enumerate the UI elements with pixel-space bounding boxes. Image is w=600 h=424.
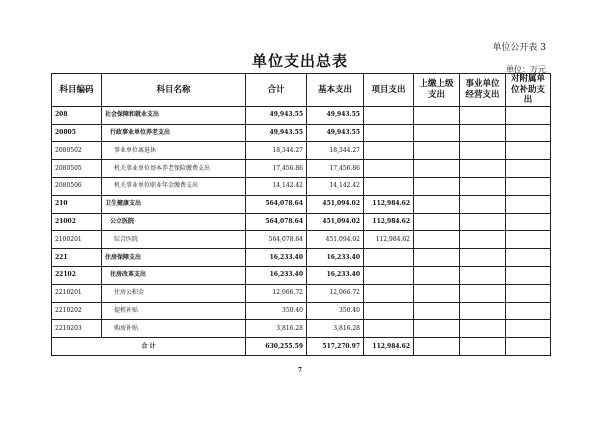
cell-code: 2210202 [52,302,102,320]
cell-remit-superior [414,231,460,249]
cell-code: 22102 [52,267,102,285]
cell-name: 住房公积金 [102,284,246,302]
table-row [52,160,551,178]
cell-remit-superior [414,160,460,178]
cell-total: 3,816.28 [246,320,307,338]
cell-name: 事业单位离退休 [102,142,246,160]
header-total: 合计 [246,74,307,107]
cell-name: 住房改革支出 [102,267,246,285]
table-row [52,142,551,160]
cell-subsidiary-subsidy [506,320,551,338]
cell-name: 行政事业单位养老支出 [102,124,246,142]
cell-remit-superior [414,284,460,302]
cell-business-operation [460,320,506,338]
total-project: 112,984.62 [364,338,414,356]
cell-code: 208 [52,106,102,124]
cell-code: 21002 [52,213,102,231]
cell-total: 12,066.72 [246,284,307,302]
cell-subsidiary-subsidy [506,142,551,160]
cell-code: 210 [52,195,102,213]
header-code: 科目编码 [52,74,102,107]
cell-project [364,142,414,160]
cell-name: 公立医院 [102,213,246,231]
cell-subsidiary-subsidy [506,267,551,285]
cell-code: 2210201 [52,284,102,302]
page-label: 单位公开表 3 [492,43,546,53]
cell-remit-superior [414,302,460,320]
header-remit-superior: 上缴上级支出 [414,74,460,107]
cell-code: 2080505 [52,160,102,178]
table-row [52,124,551,142]
cell-total: 49,943.55 [246,124,307,142]
cell-basic: 16,233.40 [307,267,364,285]
cell-name: 机关事业单位基本养老保险缴费支出 [102,160,246,178]
cell-remit-superior [414,320,460,338]
cell-business-operation [460,160,506,178]
cell-total: 350.40 [246,302,307,320]
cell-business-operation [460,195,506,213]
cell-name: 购房补贴 [102,320,246,338]
cell-project [364,124,414,142]
cell-project [364,284,414,302]
cell-subsidiary-subsidy [506,284,551,302]
expenditure-table [51,73,551,356]
cell-business-operation [460,231,506,249]
cell-project [364,249,414,267]
table-header-row [52,74,551,107]
cell-subsidiary-subsidy [506,249,551,267]
cell-code: 2080506 [52,178,102,196]
cell-business-operation [460,142,506,160]
cell-subsidiary-subsidy [506,160,551,178]
cell-code: 221 [52,249,102,267]
cell-project [364,106,414,124]
header-basic: 基本支出 [307,74,364,107]
cell-business-operation [460,213,506,231]
table-row [52,195,551,213]
cell-remit-superior [414,267,460,285]
unit-label: 单位：万元 [506,65,546,74]
cell-project [364,160,414,178]
cell-business-operation [460,284,506,302]
table-row [52,249,551,267]
cell-business-operation [460,267,506,285]
cell-subsidiary-subsidy [506,124,551,142]
cell-basic: 49,943.55 [307,124,364,142]
table-row [52,213,551,231]
cell-basic: 18,344.27 [307,142,364,160]
cell-subsidiary-subsidy [506,231,551,249]
cell-remit-superior [414,213,460,231]
cell-basic: 14,142.42 [307,178,364,196]
cell-name: 住房保障支出 [102,249,246,267]
cell-name: 社会保障和就业支出 [102,106,246,124]
table-body [52,106,551,337]
cell-remit-superior [414,142,460,160]
table-row [52,178,551,196]
total-subsidiary-subsidy [506,338,551,356]
cell-basic: 3,816.28 [307,320,364,338]
cell-subsidiary-subsidy [506,195,551,213]
table-row [52,231,551,249]
cell-subsidiary-subsidy [506,213,551,231]
total-basic: 517,270.97 [307,338,364,356]
cell-total: 16,233.40 [246,267,307,285]
total-business-operation [460,338,506,356]
cell-basic: 17,456.86 [307,160,364,178]
cell-total: 564,078.64 [246,195,307,213]
table-row [52,267,551,285]
cell-basic: 16,233.40 [307,249,364,267]
cell-project [364,178,414,196]
cell-remit-superior [414,106,460,124]
cell-total: 49,943.55 [246,106,307,124]
table-row [52,302,551,320]
cell-total: 17,456.86 [246,160,307,178]
total-remit-superior [414,338,460,356]
header-project: 项目支出 [364,74,414,107]
cell-basic: 12,066.72 [307,284,364,302]
cell-subsidiary-subsidy [506,302,551,320]
page-title: 单位支出总表 [251,52,348,70]
page-number: 7 [297,367,303,374]
cell-basic: 451,094.02 [307,231,364,249]
table-row [52,106,551,124]
cell-business-operation [460,249,506,267]
cell-business-operation [460,302,506,320]
cell-name: 机关事业单位职业年金缴费支出 [102,178,246,196]
cell-basic: 49,943.55 [307,106,364,124]
cell-total: 14,142.42 [246,178,307,196]
cell-basic: 350.40 [307,302,364,320]
cell-project [364,320,414,338]
total-sum: 630,255.59 [246,338,307,356]
cell-business-operation [460,124,506,142]
cell-code: 2210203 [52,320,102,338]
header-business-operation: 事业单位经营支出 [460,74,506,107]
cell-project [364,267,414,285]
cell-subsidiary-subsidy [506,106,551,124]
total-label: 合 计 [52,338,246,356]
cell-project [364,302,414,320]
cell-project: 112,984.62 [364,195,414,213]
cell-total: 16,233.40 [246,249,307,267]
cell-subsidiary-subsidy [506,178,551,196]
table-row [52,320,551,338]
table-row [52,284,551,302]
cell-code: 2100201 [52,231,102,249]
cell-project: 112,984.62 [364,231,414,249]
cell-remit-superior [414,195,460,213]
cell-code: 2080502 [52,142,102,160]
total-row [52,338,551,356]
cell-project: 112,984.62 [364,213,414,231]
cell-business-operation [460,178,506,196]
cell-name: 卫生健康支出 [102,195,246,213]
cell-name: 综合医院 [102,231,246,249]
cell-total: 564,078.64 [246,213,307,231]
header-name: 科目名称 [102,74,246,107]
cell-basic: 451,094.02 [307,213,364,231]
cell-remit-superior [414,178,460,196]
cell-business-operation [460,106,506,124]
cell-basic: 451,094.02 [307,195,364,213]
cell-code: 20805 [52,124,102,142]
cell-remit-superior [414,124,460,142]
cell-remit-superior [414,249,460,267]
header-subsidiary-subsidy: 对附属单位补助支出 [506,74,551,107]
cell-total: 564,078.64 [246,231,307,249]
cell-name: 提租补贴 [102,302,246,320]
cell-total: 18,344.27 [246,142,307,160]
